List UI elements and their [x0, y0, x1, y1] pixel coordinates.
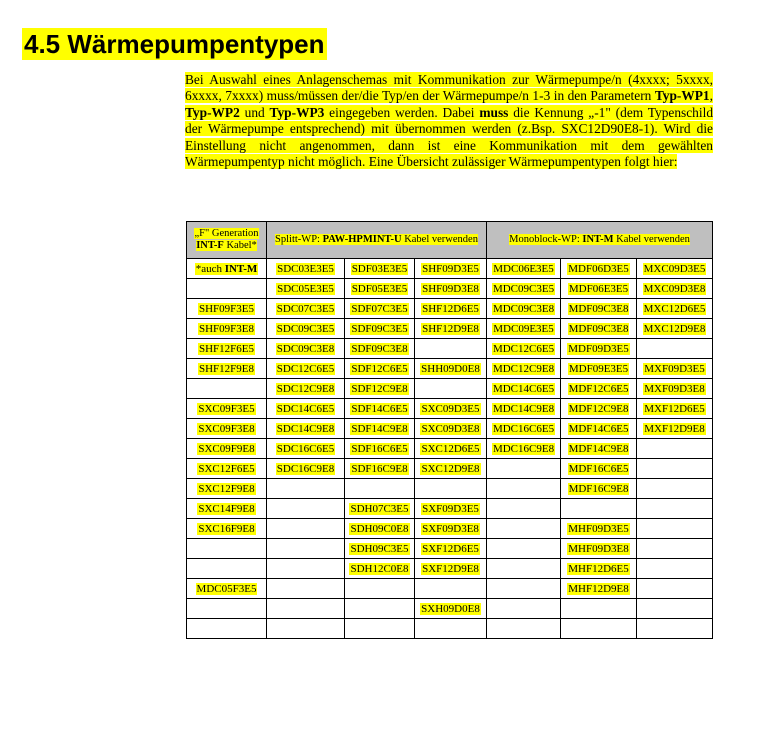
table-cell	[637, 359, 713, 379]
table-cell	[637, 499, 713, 519]
model-code: MDF09D3E5	[568, 342, 629, 355]
model-code: SXC12D6E5	[421, 442, 480, 455]
table-cell	[415, 559, 487, 579]
table-cell	[415, 259, 487, 279]
model-code: MDF06D3E5	[568, 262, 629, 275]
model-code: MHF09D3E8	[568, 542, 629, 555]
section-heading: 4.5 Wärmepumpentypen	[24, 29, 325, 59]
table-cell	[187, 259, 267, 279]
table-cell	[345, 259, 415, 279]
table-cell	[345, 579, 415, 599]
model-code: SDC09C3E8	[276, 342, 335, 355]
model-code: MXC09D3E5	[643, 262, 706, 275]
table-cell	[267, 379, 345, 399]
header-monoblock-wp: Monoblock-WP: INT-M Kabel verwenden	[487, 222, 713, 259]
table-cell	[637, 599, 713, 619]
table-cell	[187, 359, 267, 379]
model-code: MHF12D9E8	[568, 582, 629, 595]
table-cell	[345, 599, 415, 619]
table-cell	[415, 339, 487, 359]
table-cell	[487, 299, 561, 319]
model-code: SDH07C3E5	[350, 502, 409, 515]
model-code: SDF09C3E8	[351, 342, 408, 355]
table-cell	[487, 359, 561, 379]
table-cell	[487, 619, 561, 639]
table-row	[187, 479, 713, 499]
table-cell	[415, 419, 487, 439]
table-cell	[345, 399, 415, 419]
table-cell	[187, 539, 267, 559]
table-cell	[415, 519, 487, 539]
model-code: SXF09D3E5	[422, 502, 479, 515]
model-code: SHF09D3E5	[422, 262, 479, 275]
model-code: SDC16C6E5	[276, 442, 335, 455]
model-code: SHF09F3E8	[198, 322, 255, 335]
model-code: MDC14C9E8	[492, 402, 555, 415]
model-code: MXF12D9E8	[644, 422, 705, 435]
table-row	[187, 259, 713, 279]
table-cell	[267, 619, 345, 639]
model-code: SXC09F9E8	[198, 442, 255, 455]
table-cell	[345, 439, 415, 459]
table-cell	[187, 439, 267, 459]
table-cell	[561, 519, 637, 539]
table-cell	[561, 479, 637, 499]
table-cell	[267, 599, 345, 619]
table-cell	[187, 339, 267, 359]
note-auch-int-m: *auch INT-M	[195, 262, 258, 275]
table-cell	[267, 459, 345, 479]
table-cell	[187, 619, 267, 639]
table-cell	[415, 479, 487, 499]
table-cell	[187, 299, 267, 319]
model-code: MHF12D6E5	[568, 562, 629, 575]
model-code: SDF16C9E8	[351, 462, 408, 475]
table-cell	[561, 259, 637, 279]
table-cell	[487, 479, 561, 499]
table-cell	[187, 459, 267, 479]
model-code: SXC09F3E8	[198, 422, 255, 435]
table-cell	[561, 379, 637, 399]
table-row	[187, 619, 713, 639]
model-code: SDC03E3E5	[277, 262, 334, 275]
table-cell	[487, 579, 561, 599]
model-code: SDC07C3E5	[276, 302, 335, 315]
table-cell	[267, 399, 345, 419]
model-code: SXC09F3E5	[198, 402, 255, 415]
table-cell	[267, 539, 345, 559]
table-cell	[345, 459, 415, 479]
table-row	[187, 399, 713, 419]
model-code: SDC12C6E5	[276, 362, 335, 375]
model-code: SXC09D3E8	[421, 422, 480, 435]
model-code: SDF14C9E8	[351, 422, 408, 435]
table-cell	[187, 399, 267, 419]
table-cell	[637, 419, 713, 439]
table-row	[187, 579, 713, 599]
table-cell	[561, 579, 637, 599]
table-cell	[267, 479, 345, 499]
table-cell	[187, 379, 267, 399]
table-cell	[561, 619, 637, 639]
model-code: MDF14C6E5	[568, 422, 629, 435]
model-code: SHF12F9E8	[198, 362, 255, 375]
model-code: SDC12C9E8	[276, 382, 335, 395]
table-cell	[561, 599, 637, 619]
table-cell	[637, 439, 713, 459]
table-cell	[345, 379, 415, 399]
model-code: MXF09D3E8	[644, 382, 705, 395]
table-row	[187, 299, 713, 319]
model-code: SDF12C9E8	[351, 382, 408, 395]
table-cell	[637, 519, 713, 539]
table-cell	[267, 579, 345, 599]
table-row	[187, 339, 713, 359]
model-code: SDF05E3E5	[351, 282, 408, 295]
model-code: SDH09C0E8	[350, 522, 409, 535]
table-cell	[187, 279, 267, 299]
table-cell	[415, 319, 487, 339]
table-cell	[345, 619, 415, 639]
table-cell	[487, 439, 561, 459]
model-code: SDH09C3E5	[350, 542, 409, 555]
table-cell	[637, 399, 713, 419]
table-cell	[415, 439, 487, 459]
table-cell	[187, 499, 267, 519]
table-cell	[345, 539, 415, 559]
model-code: SHF09F3E5	[198, 302, 255, 315]
table-row	[187, 439, 713, 459]
table-cell	[561, 559, 637, 579]
table-cell	[487, 499, 561, 519]
model-code: MXC12D6E5	[643, 302, 706, 315]
model-code: SHF12D9E8	[422, 322, 479, 335]
table-row	[187, 319, 713, 339]
model-code: MDC09E3E5	[493, 322, 554, 335]
model-code: MDC05F3E5	[196, 582, 257, 595]
intro-paragraph: Bei Auswahl eines Anlagenschemas mit Kommunikation zur Wärmepumpe/n (4xxxx; 5xxxx, 6xxxx, 7xxxx) muss/müssen der/die Typ/en der Wärmepumpe/n 1-3 in den Parametern Typ-WP1, Typ-WP2 und Typ-WP3 eingegeben werden. Dabei muss die Kennung „-1" (dem Typenschild der Wärmepumpe entsprechend) mit übernommen werden (z.Bsp. SXC12D90E8-1). Wird die Einstellung nicht angenommen, dann ist eine Kommunikation mit dem gewählten Wärmepumpentyp nicht möglich. Eine Übersicht zulässiger Wärmepumpentypen folgt hier:	[185, 72, 714, 170]
model-code: MDC14C6E5	[492, 382, 555, 395]
table-header-row	[187, 222, 713, 259]
model-code: SDC16C9E8	[276, 462, 335, 475]
model-code: SDF14C6E5	[351, 402, 408, 415]
model-code: MDC09C3E8	[492, 302, 555, 315]
table-cell	[487, 259, 561, 279]
table-cell	[415, 359, 487, 379]
table-cell	[637, 339, 713, 359]
table-cell	[637, 379, 713, 399]
table-cell	[561, 359, 637, 379]
table-cell	[561, 399, 637, 419]
model-code: MXF09D3E5	[644, 362, 705, 375]
table-cell	[561, 299, 637, 319]
table-cell	[487, 379, 561, 399]
table-cell	[415, 579, 487, 599]
table-cell	[637, 459, 713, 479]
table-cell	[267, 559, 345, 579]
table-cell	[415, 499, 487, 519]
model-code: MDF16C6E5	[568, 462, 629, 475]
table-row	[187, 379, 713, 399]
table-cell	[561, 439, 637, 459]
table-cell	[561, 499, 637, 519]
model-code: SXC12F9E8	[198, 482, 255, 495]
table-cell	[267, 339, 345, 359]
table-cell	[415, 599, 487, 619]
table-cell	[415, 399, 487, 419]
model-code: SXF12D9E8	[422, 562, 479, 575]
table-cell	[345, 559, 415, 579]
model-code: MXC12D9E8	[643, 322, 706, 335]
table-cell	[267, 419, 345, 439]
model-code: SDF09C3E5	[351, 322, 408, 335]
table-cell	[345, 339, 415, 359]
model-code: MDF09E3E5	[568, 362, 629, 375]
table-cell	[187, 419, 267, 439]
model-code: MDF09C3E8	[568, 302, 629, 315]
table-cell	[561, 279, 637, 299]
table-cell	[415, 459, 487, 479]
model-code: SDC14C9E8	[276, 422, 335, 435]
table-cell	[267, 299, 345, 319]
table-cell	[415, 299, 487, 319]
model-code: SDF07C3E5	[351, 302, 408, 315]
table-row	[187, 279, 713, 299]
table-cell	[637, 299, 713, 319]
table-cell	[415, 619, 487, 639]
table-row	[187, 359, 713, 379]
table-cell	[345, 479, 415, 499]
model-code: MDF12C9E8	[568, 402, 629, 415]
table-row	[187, 459, 713, 479]
table-cell	[487, 599, 561, 619]
table-cell	[267, 499, 345, 519]
table-cell	[345, 519, 415, 539]
model-code: SXC12F6E5	[198, 462, 255, 475]
model-code: SDC09C3E5	[276, 322, 335, 335]
table-cell	[187, 319, 267, 339]
table-row	[187, 539, 713, 559]
model-code: MDF16C9E8	[568, 482, 629, 495]
table-cell	[267, 519, 345, 539]
model-code: SXH09D0E8	[421, 602, 480, 615]
model-code: SDF16C6E5	[351, 442, 408, 455]
table-cell	[267, 319, 345, 339]
table-cell	[267, 439, 345, 459]
table-row	[187, 519, 713, 539]
model-code: SDF12C6E5	[351, 362, 408, 375]
table-cell	[187, 479, 267, 499]
table-cell	[187, 519, 267, 539]
model-code: SDC14C6E5	[276, 402, 335, 415]
model-code: SXC14F9E8	[198, 502, 255, 515]
table-cell	[487, 319, 561, 339]
model-code: MDC12C6E5	[492, 342, 555, 355]
model-code: SXC09D3E5	[421, 402, 480, 415]
table-cell	[487, 419, 561, 439]
table-cell	[637, 259, 713, 279]
model-code: MDF12C6E5	[568, 382, 629, 395]
model-code: MHF09D3E5	[568, 522, 629, 535]
table-cell	[187, 599, 267, 619]
model-code: SDF03E3E5	[351, 262, 408, 275]
table-cell	[267, 259, 345, 279]
model-code: SHF12D6E5	[422, 302, 479, 315]
table-cell	[487, 539, 561, 559]
model-code: SXF12D6E5	[422, 542, 479, 555]
model-code: MDC12C9E8	[492, 362, 555, 375]
table-row	[187, 499, 713, 519]
header-split-wp: Splitt-WP: PAW-HPMINT-U Kabel verwenden	[267, 222, 487, 259]
table-cell	[415, 379, 487, 399]
table-cell	[637, 479, 713, 499]
table-cell	[561, 339, 637, 359]
table-cell	[267, 279, 345, 299]
table-cell	[637, 559, 713, 579]
table-cell	[187, 579, 267, 599]
table-cell	[487, 459, 561, 479]
table-cell	[267, 359, 345, 379]
heat-pump-types-table	[186, 221, 713, 639]
table-cell	[345, 359, 415, 379]
model-code: MXF12D6E5	[644, 402, 705, 415]
model-code: SXF09D3E8	[422, 522, 479, 535]
table-cell	[487, 279, 561, 299]
table-cell	[345, 419, 415, 439]
model-code: MDC09C3E5	[492, 282, 555, 295]
table-cell	[345, 499, 415, 519]
table-cell	[561, 539, 637, 559]
table-cell	[637, 579, 713, 599]
table-cell	[487, 399, 561, 419]
table-row	[187, 599, 713, 619]
table-cell	[637, 279, 713, 299]
table-cell	[487, 339, 561, 359]
model-code: SHF12F6E5	[198, 342, 255, 355]
table-row	[187, 559, 713, 579]
table-cell	[487, 559, 561, 579]
table-row	[187, 419, 713, 439]
header-f-generation: „F" Generation INT-F Kabel*	[187, 222, 267, 259]
table-cell	[345, 319, 415, 339]
model-code: SHH09D0E8	[421, 362, 480, 375]
table-cell	[637, 319, 713, 339]
table-cell	[345, 279, 415, 299]
model-code: MXC09D3E8	[643, 282, 706, 295]
model-code: MDF06E3E5	[568, 282, 629, 295]
table-cell	[561, 419, 637, 439]
model-code: MDC16C6E5	[492, 422, 555, 435]
table-cell	[187, 559, 267, 579]
table-cell	[345, 299, 415, 319]
model-code: MDC16C9E8	[492, 442, 555, 455]
model-code: SDC05E3E5	[277, 282, 334, 295]
model-code: MDF14C9E8	[568, 442, 629, 455]
table-cell	[637, 539, 713, 559]
model-code: SDH12C0E8	[350, 562, 409, 575]
model-code: SHF09D3E8	[422, 282, 479, 295]
table-cell	[415, 539, 487, 559]
table-cell	[637, 619, 713, 639]
table-cell	[561, 459, 637, 479]
model-code: SXC16F9E8	[198, 522, 255, 535]
table-cell	[415, 279, 487, 299]
table-cell	[487, 519, 561, 539]
table-cell	[561, 319, 637, 339]
model-code: MDC06E3E5	[493, 262, 554, 275]
model-code: MDF09C3E8	[568, 322, 629, 335]
model-code: SXC12D9E8	[421, 462, 480, 475]
